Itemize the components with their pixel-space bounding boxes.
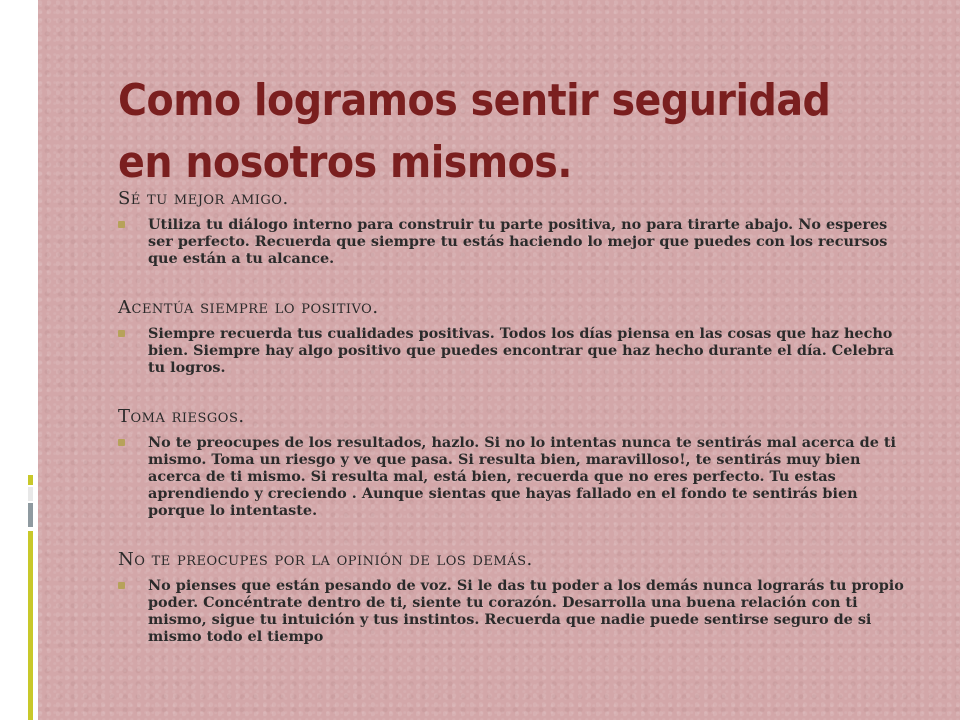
accent-bar-yellow-2 (28, 531, 33, 720)
section-heading: No te preocupes por la opinión de los demás. (118, 549, 533, 570)
section-heading: Acentúa siempre lo positivo. (118, 297, 379, 318)
square-bullet-icon (118, 439, 125, 446)
title-line-1: Como logramos sentir seguridad (118, 75, 831, 126)
bullet-item (118, 216, 908, 267)
section-heading: Sé tu mejor amigo. (118, 188, 289, 209)
bullet-item (118, 434, 908, 519)
bullet-text: No pienses que están pesando de voz. Si le das tu poder a los demás nunca lograrás tu propio poder. Concéntrate dentro de ti, siente tu corazón. Desarrolla una buena relación con ti mismo, sigue tu intuición y tus instintos. Recuerda que nadie puede sentirse seguro de si mismo todo el tiempo (148, 577, 904, 645)
bullet-item (118, 577, 908, 645)
accent-bar-yellow-1 (28, 475, 33, 485)
section-accent-positive (118, 297, 908, 376)
section-heading: Toma riesgos. (118, 406, 245, 427)
bullet-text: No te preocupes de los resultados, hazlo. Si no lo intentas nunca te sentirás mal acerca de ti mismo. Toma un riesgo y ve que pasa. Si resulta bien, maravilloso!, te sentirás muy bien acerca de ti mismo. Si resulta mal, está bien, recuerda que no eres perfecto. Tu estas aprendiendo y creciendo . Aunque sientas que hayas fallado en el fondo te sentirás bien porque lo intentaste. (148, 434, 896, 519)
bullet-text: Siempre recuerda tus cualidades positivas. Todos los días piensa en las cosas que haz hecho bien. Siempre hay algo positivo que puedes encontrar que haz hecho durante el día. Celebra tu logros. (148, 325, 894, 376)
slide-content (118, 188, 908, 645)
accent-bar-gray-1 (28, 487, 33, 501)
decorative-accent-bars (24, 475, 38, 720)
bullet-item (118, 325, 908, 376)
section-ignore-opinions (118, 549, 908, 645)
square-bullet-icon (118, 221, 125, 228)
bullet-text: Utiliza tu diálogo interno para construir tu parte positiva, no para tirarte abajo. No esperes ser perfecto. Recuerda que siempre tu estás haciendo lo mejor que puedes con los recursos que están a tu alcance. (148, 216, 888, 267)
slide-title (118, 70, 918, 194)
section-take-risks (118, 406, 908, 519)
square-bullet-icon (118, 330, 125, 337)
square-bullet-icon (118, 582, 125, 589)
accent-bar-gray-2 (28, 503, 33, 527)
title-line-2: en nosotros mismos. (118, 137, 572, 188)
section-be-your-best-friend (118, 188, 908, 267)
